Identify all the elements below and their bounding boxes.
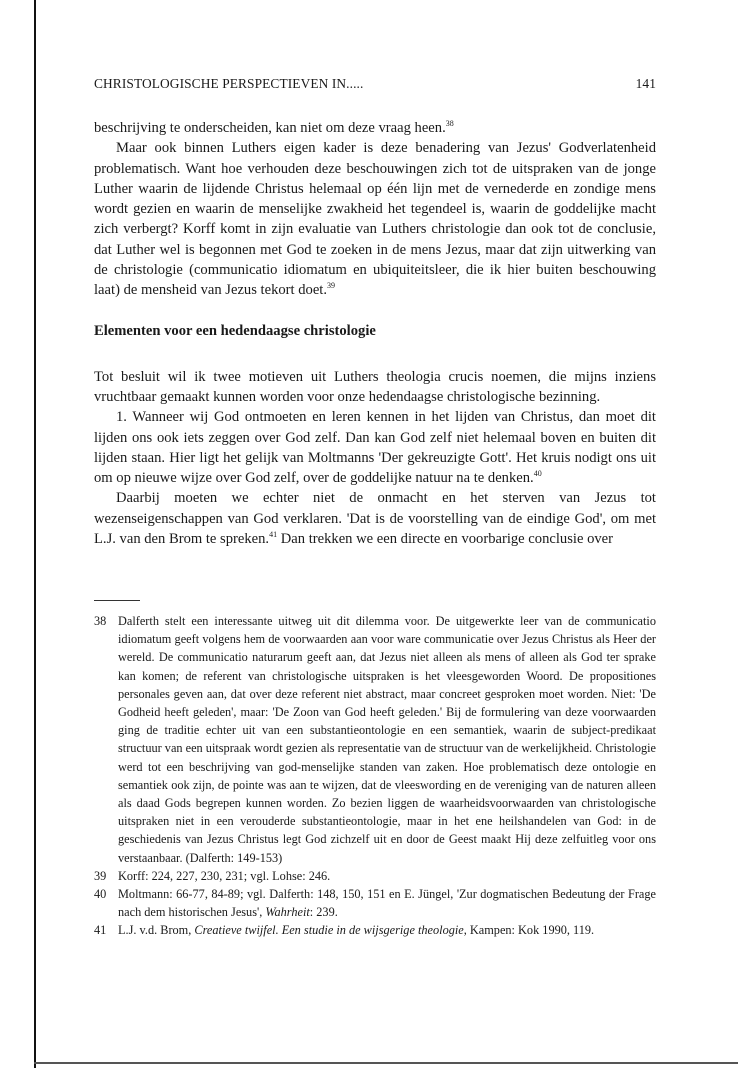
footnote-italic-title: Creatieve twijfel. Een studie in de wijsgerige theologie	[194, 923, 464, 938]
footnote-number: 40	[94, 887, 107, 902]
footnote-number: 41	[94, 923, 107, 938]
note-ref-38: 38	[445, 119, 454, 128]
footnote-text	[118, 921, 656, 939]
section-heading: Elementen voor een hedendaagse christologie	[94, 322, 376, 339]
footnote-separator	[94, 600, 140, 601]
note-ref-41: 41	[269, 530, 278, 540]
footnote-number: 38	[94, 614, 107, 628]
paragraph-1	[94, 118, 656, 138]
paragraph-2	[94, 138, 656, 300]
paragraph-4-text: 1. Wanneer wij God ontmoeten en leren kennen in het lijden van Christus, dan moet dit lijden ons ook iets zeggen over God zelf. Dan kan God zelf niet helemaal boven en buiten dit lijden staan. Hier ligt het gelijk van Moltmanns 'Der gekreuzigte Gott'. Het kruis nodigt ons uit om op nieuwe wijze over God zelf, over de goddelijke natuur na te denken.	[94, 409, 656, 487]
running-head	[94, 76, 656, 96]
footnote-text-b: : 239.	[309, 905, 338, 920]
footnotes	[94, 612, 656, 940]
paragraph-5	[94, 488, 656, 549]
footnote-39	[94, 867, 656, 885]
page-number: 141	[635, 76, 656, 91]
body-text	[94, 118, 656, 549]
paragraph-5-text-b: Dan trekken we een directe en voorbarige conclusie over	[277, 531, 613, 548]
footnote-text	[118, 885, 656, 921]
footnote-text-a: L.J. v.d. Brom,	[118, 923, 195, 938]
note-ref-40: 40	[533, 469, 542, 479]
footnote-text-b: , Kampen: Kok 1990, 119.	[463, 923, 595, 938]
footnote-text-a: Moltmann: 66-77, 84-89; vgl. Dalferth: 148, 150, 151 en E. Jüngel, 'Zur dogmatischen Bedeutung der Frage nach dem historischen Jesus',	[118, 887, 656, 920]
paragraph-5-text-a: Daarbij moeten we echter niet de onmacht en het sterven van Jezus tot wezenseigenschappen van God verklaren. 'Dat is de voorstelling van de eindige God', om met L.J. van den Brom te spreken.	[94, 490, 656, 548]
footnote-italic-title: Wahrheit	[265, 905, 310, 920]
book-page	[94, 0, 656, 1068]
footnote-38	[94, 612, 656, 867]
footnote-text: Dalferth stelt een interessante uitweg uit dit dilemma voor. De uitgewerkte leer van de communicatio idiomatum geeft volgens hem de voorwaarden aan voor ware communicatie over Jezus Christus als Heer der wereld. De communicatio naturarum geeft aan, dat Jezus niet alleen als mens of alleen als God ter sprake kan komen; de referent van christologische uitspraken is het vleesgeworden Woord. De propositiones personales geven aan, dat over deze referent niet abstract, maar concreet gesproken moet worden. Niet: 'De Godheid heeft geleden', maar: 'De Zoon van God heeft geleden.' Bij de formulering van deze voorwaarden ging de traditie echter uit van een substantieontologie en een semantiek, waarin de subject-predikaat structuur van een uitspraak wordt gezien als representatie van de structuur van de werkelijkheid. Christologie werd tot een beschrijving van god-menselijke standen van zaken. Hoe problematisch deze ontologie en semantiek ook zijn, de pointe was aan te wijzen, dat de vleeswording en de vereniging van de naturen alleen als daad Gods begrepen kunnen worden. Zo bezien liggen de waarheidsvoorwaarden van christologische uitspraken niet in een verouderde substantieontologie, maar in het ene heilshandelen van God: in de geschiedenis van Jezus Christus legt God zichzelf uit en door de Geest maakt Hij deze zelfuitleg voor ons verstaanbaar. (Dalferth: 149-153)	[118, 614, 656, 865]
footnote-number: 39	[94, 868, 107, 883]
paragraph-3: Tot besluit wil ik twee motieven uit Luthers theologia crucis noemen, die mijns inziens vruchtbaar gemaakt kunnen worden voor onze hedendaagse christologische bezinning.	[94, 368, 656, 405]
paragraph-1-text: beschrijving te onderscheiden, kan niet om deze vraag heen.	[94, 120, 446, 136]
note-ref-39: 39	[327, 281, 336, 291]
scan-edge-left	[34, 0, 36, 1068]
paragraph-2-text: Maar ook binnen Luthers eigen kader is deze benadering van Jezus' Godverlatenheid problematisch. Want hoe verhouden deze beschouwingen zich tot de uitspraken van de jonge Luther waarin de lijdende Christus helemaal op één lijn met de vernederde en zondige mens wordt gezien en waarin de menselijke zwakheid het tegendeel is, waarin de goddelijke macht zich verbergt? Korff komt in zijn evaluatie van Luthers christologie dan ook tot de conclusie, dat Luther wel is begonnen met God te zoeken in de mens Jezus, maar dat zijn uitwerking van de christologie (communicatio idiomatum en ubiquiteitsleer, die ik hier buiten beschouwing laat) de mensheid van Jezus tekort doet.	[94, 140, 656, 299]
paragraph-4	[94, 407, 656, 488]
footnote-41	[94, 921, 656, 939]
footnote-text: Korff: 224, 227, 230, 231; vgl. Lohse: 246.	[118, 868, 331, 883]
running-head-title: CHRISTOLOGISCHE PERSPECTIEVEN IN.....	[94, 76, 364, 91]
footnote-40	[94, 885, 656, 921]
